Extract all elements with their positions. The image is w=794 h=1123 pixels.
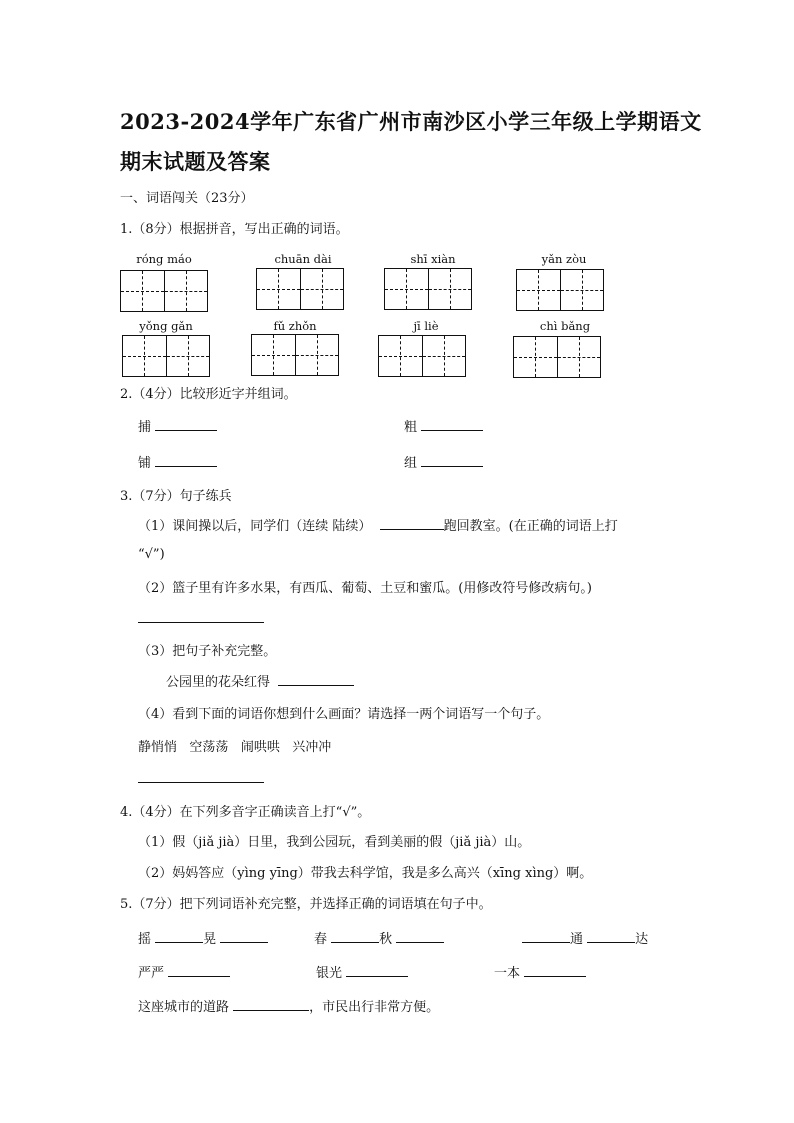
answer-line[interactable] — [138, 622, 264, 623]
word-fill: 严严 — [138, 962, 230, 981]
answer-blank[interactable] — [155, 928, 203, 943]
writing-grid[interactable] — [256, 268, 344, 310]
sub-question-1: （1）假（jiǎ jià）日里，我到公园玩，看到美丽的假（jiǎ jià）山。 — [138, 835, 531, 850]
answer-blank[interactable] — [168, 962, 230, 977]
pinyin-label: chì bǎng — [539, 319, 591, 333]
word-fill: 一本 — [494, 962, 586, 981]
answer-blank[interactable] — [587, 928, 635, 943]
pinyin-label: shī xiàn — [410, 252, 456, 266]
pinyin-label: yǎn zòu — [541, 252, 587, 266]
writing-grid[interactable] — [378, 335, 466, 377]
sub-question-3: （3）把句子补充完整。 — [138, 644, 277, 659]
answer-blank[interactable] — [421, 452, 483, 467]
writing-grid[interactable] — [251, 334, 339, 376]
answer-line[interactable] — [138, 782, 264, 783]
question-1-stem: 1.（8分）根据拼音，写出正确的词语。 — [120, 222, 349, 237]
answer-blank[interactable] — [233, 996, 309, 1011]
char-item: 捕 — [138, 416, 217, 435]
sub-question-1-end: “√”) — [138, 547, 165, 562]
question-5-stem: 5.（7分）把下列词语补充完整，并选择正确的词语填在句子中。 — [120, 897, 492, 912]
sub-question-2: （2）妈妈答应（yìng yīng）带我去科学馆，我是多么高兴（xīng xìng）啊。 — [138, 866, 593, 881]
pinyin-label: róng máo — [136, 252, 192, 266]
answer-blank[interactable] — [380, 515, 444, 530]
sub-question-1: （1）课间操以后，同学们（连续 陆续） 跑回教室。(在正确的词语上打 — [138, 515, 618, 534]
word-list: 静悄悄 空荡荡 闹哄哄 兴冲冲 — [138, 740, 332, 755]
question-2-stem: 2.（4分）比较形近字并组词。 — [120, 387, 297, 402]
pinyin-label: yǒng gǎn — [139, 319, 193, 333]
word-fill: 通 达 — [522, 928, 648, 947]
writing-grid[interactable] — [513, 336, 601, 378]
answer-blank[interactable] — [421, 416, 483, 431]
answer-blank[interactable] — [155, 416, 217, 431]
answer-blank[interactable] — [331, 928, 379, 943]
word-fill: 春 秋 — [314, 928, 444, 947]
sub-question-2: （2）篮子里有许多水果，有西瓜、葡萄、土豆和蜜瓜。(用修改符号修改病句。) — [138, 581, 592, 596]
fill-sentence: 这座城市的道路 ，市民出行非常方便。 — [138, 996, 439, 1015]
question-3-stem: 3.（7分）句子练兵 — [120, 489, 232, 504]
pinyin-label: jī liè — [413, 319, 439, 333]
char-item: 铺 — [138, 452, 217, 471]
answer-blank[interactable] — [396, 928, 444, 943]
pinyin-label: chuān dài — [274, 252, 332, 266]
answer-blank[interactable] — [346, 962, 408, 977]
sub-question-3-sentence: 公园里的花朵红得 — [166, 671, 354, 690]
page-title-line2: 期末试题及答案 — [120, 149, 271, 174]
char-item: 粗 — [404, 416, 483, 435]
word-fill: 银光 — [316, 962, 408, 981]
sub-question-4: （4）看到下面的词语你想到什么画面？请选择一两个词语写一个句子。 — [138, 707, 550, 722]
writing-grid[interactable] — [122, 335, 210, 377]
char-item: 组 — [404, 452, 483, 471]
pinyin-label: fǔ zhǒn — [273, 319, 317, 333]
answer-blank[interactable] — [220, 928, 268, 943]
answer-blank[interactable] — [524, 962, 586, 977]
writing-grid[interactable] — [516, 269, 604, 311]
answer-blank[interactable] — [278, 671, 354, 686]
word-fill: 摇 晃 — [138, 928, 268, 947]
answer-blank[interactable] — [155, 452, 217, 467]
section-heading: 一、词语闯关（23分） — [120, 191, 254, 206]
writing-grid[interactable] — [384, 268, 472, 310]
answer-blank[interactable] — [522, 928, 570, 943]
writing-grid[interactable] — [120, 270, 208, 312]
question-4-stem: 4.（4分）在下列多音字正确读音上打“√”。 — [120, 805, 371, 820]
page-title-line1: 2023-2024学年广东省广州市南沙区小学三年级上学期语文 — [120, 109, 702, 134]
